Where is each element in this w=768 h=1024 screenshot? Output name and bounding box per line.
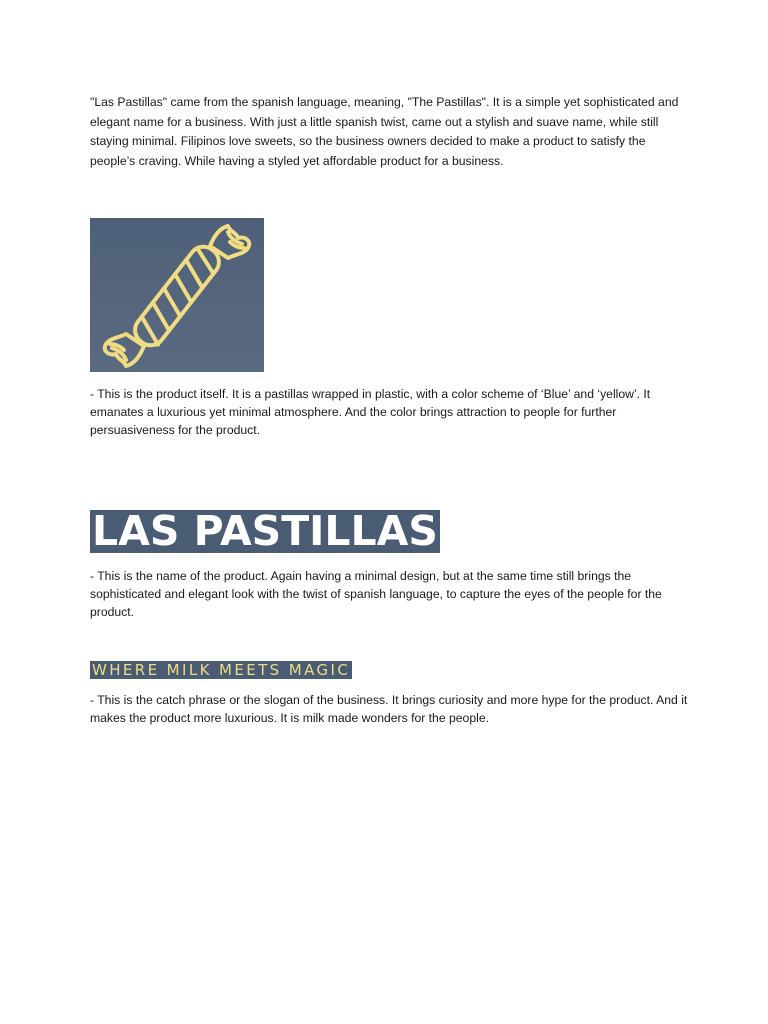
- slogan-description: - This is the catch phrase or the slogan of the business. It brings curiosity and more hype for the product. And it makes the product more luxurious. It is milk made wonders for the people.: [90, 693, 688, 725]
- slogan-wordmark: WHERE MILK MEETS MAGIC: [92, 661, 351, 679]
- brand-name-description: - This is the name of the product. Again having a minimal design, but at the same time still brings the sophisticated and elegant look with the twist of spanish language, to capture the eyes of the people for the product.: [90, 569, 662, 619]
- wrapped-candy-icon: [90, 218, 264, 372]
- product-description: - This is the product itself. It is a pastillas wrapped in plastic, with a color scheme of ‘Blue’ and ‘yellow’. It emanates a luxurious yet minimal atmosphere. And the color brings attraction to people for further persuasiveness for the product.: [90, 387, 651, 437]
- brand-name-wordmark: LAS PASTILLAS: [92, 507, 438, 555]
- intro-paragraph: "Las Pastillas" came from the spanish language, meaning, "The Pastillas". It is a simple yet sophisticated and elegant name for a business. With just a little spanish twist, came out a stylish and suave name, while still staying minimal. Filipinos love sweets, so the business owners decided to make a product to satisfy the people’s craving. While having a styled yet affordable product for a business.: [90, 95, 679, 168]
- product-image: [90, 218, 264, 372]
